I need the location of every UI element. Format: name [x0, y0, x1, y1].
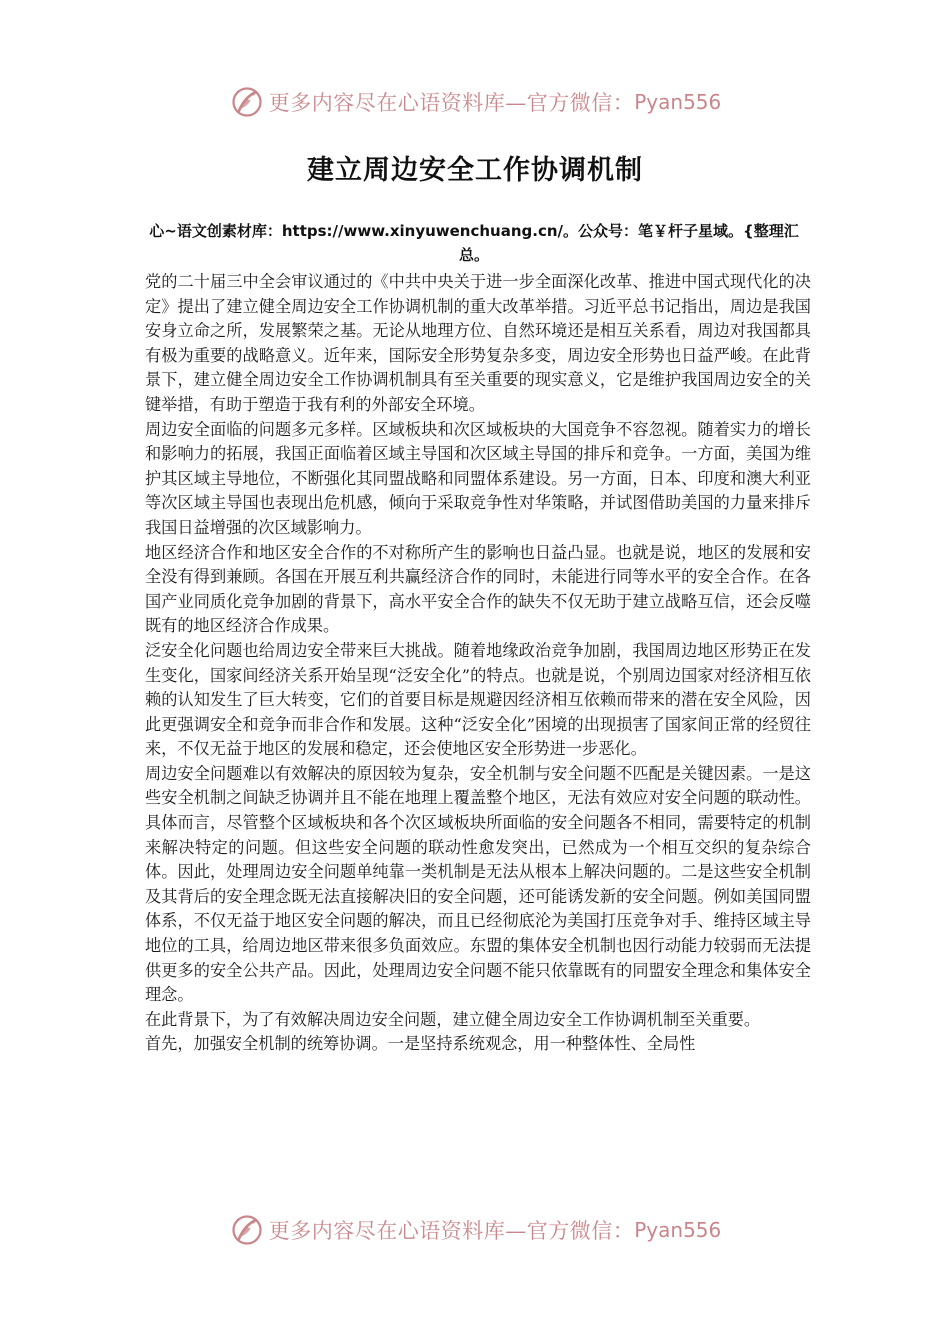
heart-logo-icon — [229, 84, 265, 120]
paragraph: 地区经济合作和地区安全合作的不对称所产生的影响也日益凸显。也就是说，地区的发展和安全没有得到兼顾。各国在开展互利共赢经济合作的同时，未能进行同等水平的安全合作。在各国产业同质化竞争加剧的背景下，高水平安全合作的缺失不仅无助于建立战略互信，还会反噬既有的地区经济合作成果。 — [145, 542, 811, 636]
banner-handle: Pyan556 — [634, 90, 722, 114]
paragraph: 首先，加强安全机制的统筹协调。一是坚持系统观念，用一种整体性、全局性 — [145, 1034, 696, 1054]
paragraph: 周边安全面临的问题多元多样。区域板块和次区域板块的大国竞争不容忽视。随着实力的增长和影响力的拓展，我国正面临着区域主导国和次区域主导国的排斥和竞争。一方面，美国为维护其区域主导地位，不断强化其同盟战略和同盟体系建设。另一方面，日本、印度和澳大利亚等次区域主导国也表现出危机感，倾向于采取竞争性对华策略，并试图借助美国的力量来排斥我国日益增强的次区域影响力。 — [145, 419, 811, 537]
footer-banner — [0, 1210, 950, 1250]
banner-text: 更多内容尽在心语资料库—官方微信： — [268, 91, 635, 115]
banner-text: 更多内容尽在心语资料库—官方微信： — [268, 1219, 635, 1243]
article-body — [145, 270, 811, 1057]
header-banner — [0, 82, 950, 122]
heart-logo-icon — [229, 1212, 265, 1248]
paragraph: 泛安全化问题也给周边安全带来巨大挑战。随着地缘政治竞争加剧，我国周边地区形势正在发生变化，国家间经济关系开始呈现“泛安全化”的特点。也就是说，个别周边国家对经济相互依赖的认知发生了巨大转变，它们的首要目标是规避因经济相互依赖而带来的潜在安全风险，因此更强调安全和竞争而非合作和发展。这种“泛安全化”困境的出现损害了国家间正常的经贸往来，不仅无益于地区的发展和稳定，还会使地区安全形势进一步恶化。 — [145, 640, 811, 759]
paragraph: 在此背景下，为了有效解决周边安全问题，建立健全周边安全工作协调机制至关重要。 — [145, 1009, 761, 1029]
page-title: 建立周边安全工作协调机制 — [307, 155, 643, 186]
banner-handle: Pyan556 — [634, 1218, 722, 1242]
paragraph: 周边安全问题难以有效解决的原因较为复杂，安全机制与安全问题不匹配是关键因素。一是这些安全机制之间缺乏协调并且不能在地理上覆盖整个地区，无法有效应对安全问题的联动性。具体而言，尽管整个区域板块和各个次区域板块所面临的安全问题各不相同，需要特定的机制来解决特定的问题。但这些安全问题的联动性愈发突出，已然成为一个相互交织的复杂综合体。因此，处理周边安全问题单纯靠一类机制是无法从根本上解决问题的。二是这些安全机制及其背后的安全理念既无法直接解决旧的安全问题，还可能诱发新的安全问题。例如美国同盟体系，不仅无益于地区安全问题的解决，而且已经彻底沦为美国打压竞争对手、维持区域主导地位的工具，给周边地区带来很多负面效应。东盟的集体安全机制也因行动能力较弱而无法提供更多的安全公共产品。因此，处理周边安全问题不能只依靠既有的同盟安全理念和集体安全理念。 — [145, 763, 811, 1005]
paragraph: 党的二十届三中全会审议通过的《中共中央关于进一步全面深化改革、推进中国式现代化的决定》提出了建立健全周边安全工作协调机制的重大改革举措。习近平总书记指出，周边是我国安身立命之所，发展繁荣之基。无论从地理方位、自然环境还是相互关系看，周边对我国都具有极为重要的战略意义。近年来，国际安全形势复杂多变，周边安全形势也日益严峻。在此背景下，建立健全周边安全工作协调机制具有至关重要的现实意义，它是维护我国周边安全的关键举措，有助于塑造于我有利的外部安全环境。 — [145, 272, 811, 414]
source-line: 心~语文创素材库：https://www.xinyuwenchuang.cn/。公众号：笔￥杆子星域。{整理汇总。 — [149, 222, 799, 264]
